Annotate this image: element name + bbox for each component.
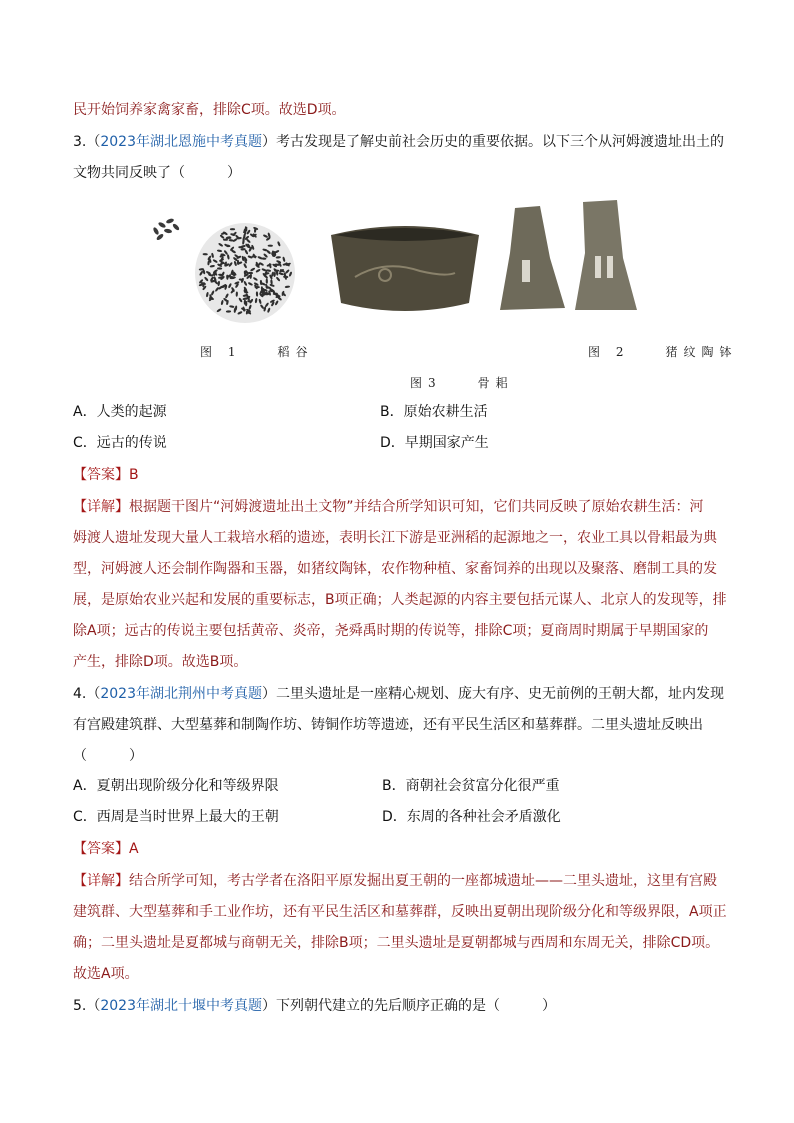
q5-source: 2023年湖北十堰中考真题 <box>100 998 262 1014</box>
q5-stem-line1: 5.（2023年湖北十堰中考真题）下列朝代建立的先后顺序正确的是（ ） <box>73 998 556 1014</box>
q4-option-a[interactable]: A．夏朝出现阶级分化和等级界限 <box>73 778 279 794</box>
q4-detail-line3: 确；二里头遗址是夏都城与商朝无关，排除B项；二里头遗址是夏朝都城与西周和东周无关，排除CD项。 <box>73 935 720 951</box>
q3-source: 2023年湖北恩施中考真题 <box>100 134 262 150</box>
bone-spade-image <box>495 198 645 316</box>
fig1-caption: 图 1 稻谷 <box>200 345 314 359</box>
q4-source: 2023年湖北荆州中考真题 <box>100 686 262 702</box>
q3-detail-line3: 型，河姆渡人还会制作陶器和玉器，如猪纹陶钵，农作物种植、家畜饲养的出现以及聚落、磨制工具的发 <box>73 561 717 577</box>
q3-option-a[interactable]: A．人类的起源 <box>73 404 167 420</box>
q3-option-d[interactable]: D．早期国家产生 <box>380 435 489 451</box>
q3-answer: 【答案】B <box>73 467 139 483</box>
q3-stem-line2: 文物共同反映了（ ） <box>73 165 241 181</box>
q3-detail-line6: 产生，排除D项。故选B项。 <box>73 654 248 670</box>
q4-answer: 【答案】A <box>73 841 139 857</box>
rice-grains-image <box>140 205 300 327</box>
fig2-caption: 图 2 猪纹陶钵 <box>588 345 738 359</box>
q4-option-d[interactable]: D．东周的各种社会矛盾激化 <box>382 809 561 825</box>
q4-stem-line2: 有宫殿建筑群、大型墓葬和制陶作坊、铸铜作坊等遗迹，还有平民生活区和墓葬群。二里头遗址反映出 <box>73 717 703 733</box>
q3-detail-line5: 除A项；远古的传说主要包括黄帝、炎帝，尧舜禹时期的传说等，排除C项；夏商周时期属于早期国家的 <box>73 623 709 639</box>
pig-pattern-pottery-bowl-image <box>325 215 485 320</box>
q3-stem-line1: 3.（2023年湖北恩施中考真题）考古发现是了解史前社会历史的重要依据。以下三个从河姆渡遗址出土的 <box>73 134 724 150</box>
fig3-caption: 图3 骨耜 <box>410 376 514 390</box>
q4-stem-line3: （ ） <box>73 748 143 764</box>
q4-option-c[interactable]: C．西周是当时世界上最大的王朝 <box>73 809 279 825</box>
q3-option-b[interactable]: B．原始农耕生活 <box>380 404 488 420</box>
q4-detail-line2: 建筑群、大型墓葬和手工业作坊，还有平民生活区和墓葬群，反映出夏朝出现阶级分化和等级界限，A项正 <box>73 904 727 920</box>
q4-option-b[interactable]: B．商朝社会贫富分化很严重 <box>382 778 560 794</box>
q4-stem-line1: 4.（2023年湖北荆州中考真题）二里头遗址是一座精心规划、庞大有序、史无前例的王朝大都，址内发现 <box>73 686 724 702</box>
q3-detail-line4: 展，是原始农业兴起和发展的重要标志，B项正确；人类起源的内容主要包括元谋人、北京人的发现等，排 <box>73 592 727 608</box>
q3-option-c[interactable]: C．远古的传说 <box>73 435 167 451</box>
prev-answer-tail: 民开始饲养家禽家畜，排除C项。故选D项。 <box>73 102 346 118</box>
q4-detail-line1: 【详解】结合所学可知，考古学者在洛阳平原发掘出夏王朝的一座都城遗址——二里头遗址，这里有宫殿 <box>73 873 717 889</box>
q3-detail-line2: 姆渡人遗址发现大量人工栽培水稻的遗迹，表明长江下游是亚洲稻的起源地之一，农业工具以骨耜最为典 <box>73 530 717 546</box>
q3-detail-line1: 【详解】根据题干图片“河姆渡遗址出土文物”并结合所学知识可知，它们共同反映了原始农耕生活：河 <box>73 499 704 515</box>
q4-detail-line4: 故选A项。 <box>73 966 139 982</box>
